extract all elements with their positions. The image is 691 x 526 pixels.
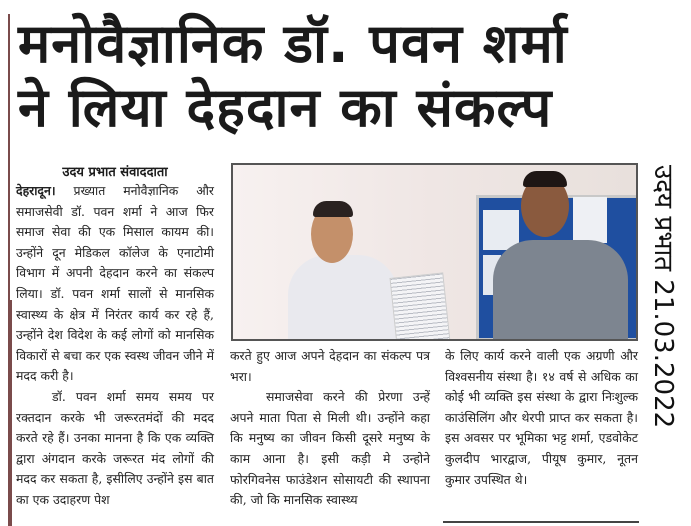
article-column-3 xyxy=(445,346,638,490)
paragraph xyxy=(16,181,214,387)
person-right xyxy=(493,240,628,341)
notice-paper xyxy=(573,197,607,243)
vertical-masthead-date: उदय प्रभात 21.03.2022 xyxy=(648,165,678,429)
article-column-2 xyxy=(230,346,430,511)
paragraph-text: प्रख्यात मनोवैज्ञानिक और समाजसेवी डॉ. पवन शर्मा ने आज फिर समाज सेवा की एक मिसाल कायम की। उन्होंने दून मेडिकल कॉलेज के एनाटोमी विभाग में अपनी देहदान करने का संकल्प लिया। डॉ. पवन शर्मा सालों से मानसिक स्वास्थ्य के क्षेत्र में निरंतर कार्य कर रहे हैं, उन्होंने देश विदेश के कई लोगों को मानसिक विकारों से बचा कर एक स्वस्थ जीवन जीने में मदद करी है। xyxy=(16,183,214,384)
paragraph: डॉ. पवन शर्मा समय समय पर रक्तदान करके भी जरूरतमंदों की मदद करते रहे हैं। उनका मानना है कि एक व्यक्ति द्वारा अंगदान करके जरूरत मंद लोगों की मदद कर सकता है, इसीलिए उन्होंने इस बात का एक उदाहरण पेश xyxy=(16,388,214,507)
person-left-hair xyxy=(313,201,353,217)
person-left xyxy=(288,255,398,341)
article-column-1 xyxy=(16,181,214,511)
paragraph: समाजसेवा करने की प्रेरणा उन्हें अपने माता पिता से मिली थी। उन्होंने कहा कि मनुष्य का जीवन किसी दूसरे मनुष्य के काम आना है। इसी कड़ी मे उन्होने फोरगिवनेस फाउंडेशन सोसायटी की स्थापना की, जो कि मानसिक स्वास्थ्य xyxy=(230,389,430,508)
headline-line-1: मनोवैज्ञानिक डॉ. पवन शर्मा xyxy=(18,12,568,75)
headline xyxy=(18,12,638,140)
paragraph: करते हुए आज अपने देहदान का संकल्प पत्र भरा। xyxy=(230,348,430,384)
dateline: देहरादून। xyxy=(16,183,56,198)
byline: उदय प्रभात संवाददाता xyxy=(62,165,168,180)
person-right-hair xyxy=(523,171,567,187)
pledge-document xyxy=(389,272,450,341)
paragraph: के लिए कार्य करने वाली एक अग्रणी और विश्वसनीय संस्था है। १४ वर्ष से अधिक का कोई भी व्यक्ति इस संस्था के द्वारा निःशुल्क काउंसिलिंग और थेरपी प्राप्त कर सकता है। इस अवसर पर भूमिका भट्ट शर्मा, एडवोकेट कुलदीप भारद्वाज, पीयूष कुमार, नूतन कुमार उपस्थित थे। xyxy=(445,348,638,487)
article-end-rule xyxy=(443,521,639,523)
news-photo xyxy=(231,163,638,341)
headline-line-2: ने लिया देहदान का संकल्प xyxy=(18,76,553,139)
left-column-rule-thick xyxy=(8,300,12,526)
